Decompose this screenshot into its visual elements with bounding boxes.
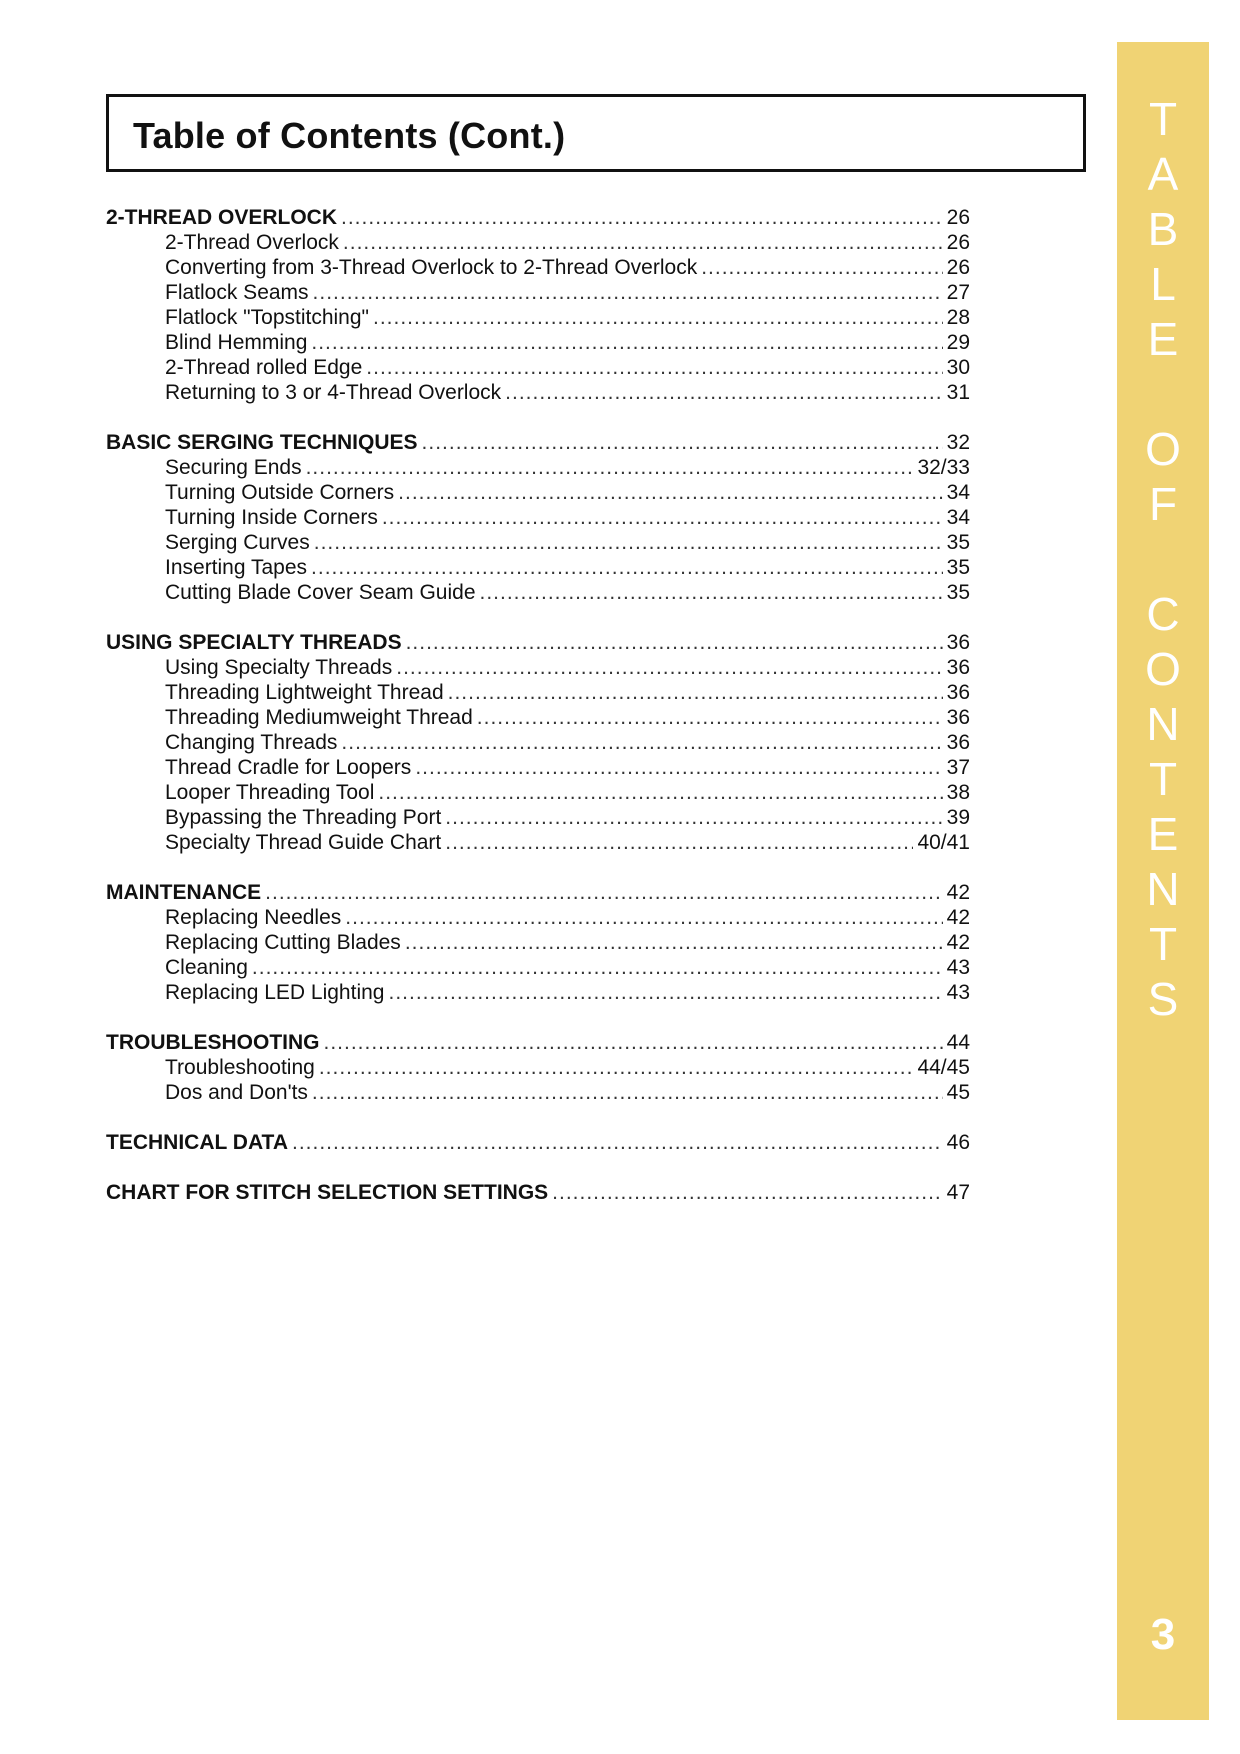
toc-entry-page: 30 bbox=[946, 356, 970, 379]
toc-entry-page: 26 bbox=[946, 231, 970, 254]
toc-section bbox=[106, 205, 970, 405]
toc-section-heading-page: 46 bbox=[946, 1131, 970, 1154]
toc-entry[interactable] bbox=[106, 805, 970, 830]
toc-entry[interactable] bbox=[106, 380, 970, 405]
toc-entry[interactable] bbox=[106, 655, 970, 680]
toc-entry[interactable] bbox=[106, 830, 970, 855]
toc-section-heading[interactable] bbox=[106, 880, 970, 905]
toc-entry[interactable] bbox=[106, 955, 970, 980]
toc-section-heading-page: 32 bbox=[946, 431, 970, 454]
toc-entry[interactable] bbox=[106, 580, 970, 605]
dot-leader bbox=[480, 580, 943, 605]
toc-section-heading-page: 36 bbox=[946, 631, 970, 654]
dot-leader bbox=[388, 980, 942, 1005]
toc-section-heading-label: MAINTENANCE bbox=[106, 881, 262, 904]
toc-entry-label: Threading Lightweight Thread bbox=[165, 681, 444, 704]
toc-entry-page: 42 bbox=[946, 906, 970, 929]
toc-entry-label: Inserting Tapes bbox=[165, 556, 308, 579]
dot-leader bbox=[314, 530, 943, 555]
sidebar-letter: E bbox=[1147, 313, 1179, 365]
toc-section-heading-label: CHART FOR STITCH SELECTION SETTINGS bbox=[106, 1181, 549, 1204]
toc-entry-page: 36 bbox=[946, 731, 970, 754]
toc-entry-page: 36 bbox=[946, 706, 970, 729]
toc-entry-page: 37 bbox=[946, 756, 970, 779]
toc-section bbox=[106, 630, 970, 855]
toc-entry[interactable] bbox=[106, 680, 970, 705]
sidebar-letter: E bbox=[1147, 808, 1179, 860]
toc-section-heading-label: 2-THREAD OVERLOCK bbox=[106, 206, 338, 229]
toc-entry-page: 34 bbox=[946, 481, 970, 504]
dot-leader bbox=[398, 480, 942, 505]
toc-entry-page: 26 bbox=[946, 256, 970, 279]
toc-section-heading[interactable] bbox=[106, 1130, 970, 1155]
toc-entry-page: 35 bbox=[946, 531, 970, 554]
sidebar-letter: T bbox=[1148, 753, 1178, 805]
toc-entry-label: Troubleshooting bbox=[165, 1056, 315, 1079]
toc-entry-page: 43 bbox=[946, 981, 970, 1004]
dot-leader bbox=[415, 755, 942, 780]
dot-leader bbox=[292, 1130, 943, 1155]
toc-section bbox=[106, 1030, 970, 1105]
toc-entry[interactable] bbox=[106, 780, 970, 805]
toc-section-heading[interactable] bbox=[106, 1180, 970, 1205]
toc-entry-label: Thread Cradle for Loopers bbox=[165, 756, 412, 779]
sidebar-letter: S bbox=[1147, 973, 1179, 1025]
toc-section bbox=[106, 880, 970, 1005]
sidebar-page-number: 3 bbox=[1150, 1610, 1176, 1659]
toc-entry[interactable] bbox=[106, 455, 970, 480]
toc-entry[interactable] bbox=[106, 355, 970, 380]
toc-entry[interactable] bbox=[106, 255, 970, 280]
toc-section bbox=[106, 430, 970, 605]
toc-entry-page: 32/33 bbox=[917, 456, 970, 479]
toc-entry-label: Dos and Don'ts bbox=[165, 1081, 308, 1104]
toc-entry-page: 31 bbox=[946, 381, 970, 404]
title-box bbox=[106, 94, 1086, 172]
toc-entry-label: Flatlock Seams bbox=[165, 281, 309, 304]
dot-leader bbox=[378, 780, 942, 805]
toc-section-heading-label: USING SPECIALTY THREADS bbox=[106, 631, 402, 654]
toc-entry-label: 2-Thread Overlock bbox=[165, 231, 339, 254]
dot-leader bbox=[448, 680, 943, 705]
toc-entry[interactable] bbox=[106, 980, 970, 1005]
toc-entry-label: Replacing Needles bbox=[165, 906, 342, 929]
toc-section-heading-page: 42 bbox=[946, 881, 970, 904]
table-of-contents bbox=[106, 205, 970, 1230]
toc-entry-label: Threading Mediumweight Thread bbox=[165, 706, 473, 729]
dot-leader bbox=[373, 305, 943, 330]
toc-entry[interactable] bbox=[106, 505, 970, 530]
toc-entry[interactable] bbox=[106, 730, 970, 755]
toc-entry-label: 2-Thread rolled Edge bbox=[165, 356, 363, 379]
toc-entry-page: 35 bbox=[946, 581, 970, 604]
toc-entry-page: 43 bbox=[946, 956, 970, 979]
toc-entry[interactable] bbox=[106, 280, 970, 305]
dot-leader bbox=[343, 230, 943, 255]
toc-entry[interactable] bbox=[106, 480, 970, 505]
toc-entry-label: Securing Ends bbox=[165, 456, 302, 479]
toc-section-heading-label: BASIC SERGING TECHNIQUES bbox=[106, 431, 418, 454]
toc-entry-page: 35 bbox=[946, 556, 970, 579]
toc-section-heading[interactable] bbox=[106, 1030, 970, 1055]
toc-entry-label: Turning Inside Corners bbox=[165, 506, 378, 529]
dot-leader bbox=[422, 430, 943, 455]
toc-entry-label: Cutting Blade Cover Seam Guide bbox=[165, 581, 476, 604]
toc-entry-page: 45 bbox=[946, 1081, 970, 1104]
sidebar-letter: F bbox=[1148, 478, 1178, 530]
toc-entry[interactable] bbox=[106, 530, 970, 555]
toc-section-heading[interactable] bbox=[106, 430, 970, 455]
dot-leader bbox=[552, 1180, 942, 1205]
toc-entry-label: Returning to 3 or 4-Thread Overlock bbox=[165, 381, 502, 404]
dot-leader bbox=[396, 655, 942, 680]
sidebar-vertical-title bbox=[1117, 92, 1209, 1027]
dot-leader bbox=[312, 1080, 943, 1105]
toc-entry[interactable] bbox=[106, 755, 970, 780]
toc-entry-page: 28 bbox=[946, 306, 970, 329]
toc-entry-label: Flatlock "Topstitching" bbox=[165, 306, 369, 329]
toc-entry[interactable] bbox=[106, 330, 970, 355]
dot-leader bbox=[341, 730, 942, 755]
toc-entry-page: 36 bbox=[946, 681, 970, 704]
toc-entry-label: Bypassing the Threading Port bbox=[165, 806, 442, 829]
sidebar-letter: O bbox=[1145, 643, 1181, 695]
dot-leader bbox=[306, 455, 914, 480]
dot-leader bbox=[313, 280, 943, 305]
dot-leader bbox=[701, 255, 942, 280]
dot-leader bbox=[477, 705, 943, 730]
dot-leader bbox=[405, 930, 943, 955]
dot-leader bbox=[311, 330, 942, 355]
toc-entry-label: Cleaning bbox=[165, 956, 248, 979]
dot-leader bbox=[265, 880, 942, 905]
sidebar-letter: A bbox=[1147, 148, 1179, 200]
toc-entry-label: Using Specialty Threads bbox=[165, 656, 393, 679]
toc-entry-page: 27 bbox=[946, 281, 970, 304]
toc-section-heading-label: TECHNICAL DATA bbox=[106, 1131, 288, 1154]
toc-section-heading[interactable] bbox=[106, 205, 970, 230]
toc-entry[interactable] bbox=[106, 1055, 970, 1080]
toc-entry-label: Replacing LED Lighting bbox=[165, 981, 385, 1004]
toc-entry-label: Blind Hemming bbox=[165, 331, 308, 354]
toc-section-heading-page: 47 bbox=[946, 1181, 970, 1204]
toc-entry-page: 38 bbox=[946, 781, 970, 804]
toc-entry-page: 42 bbox=[946, 931, 970, 954]
toc-entry-label: Looper Threading Tool bbox=[165, 781, 375, 804]
sidebar-letter: B bbox=[1147, 203, 1179, 255]
dot-leader bbox=[445, 830, 913, 855]
dot-leader bbox=[341, 205, 943, 230]
toc-entry[interactable] bbox=[106, 230, 970, 255]
toc-entry-label: Converting from 3-Thread Overlock to 2-Thread Overlock bbox=[165, 256, 698, 279]
toc-entry[interactable] bbox=[106, 305, 970, 330]
dot-leader bbox=[406, 630, 943, 655]
toc-entry-label: Serging Curves bbox=[165, 531, 310, 554]
toc-entry-page: 29 bbox=[946, 331, 970, 354]
toc-entry-page: 40/41 bbox=[917, 831, 970, 854]
sidebar-letter: C bbox=[1146, 588, 1180, 640]
dot-leader bbox=[252, 955, 943, 980]
sidebar-letter: N bbox=[1146, 863, 1180, 915]
dot-leader bbox=[311, 555, 943, 580]
sidebar-letter: O bbox=[1145, 423, 1181, 475]
dot-leader bbox=[366, 355, 942, 380]
toc-entry[interactable] bbox=[106, 1080, 970, 1105]
sidebar-letter: T bbox=[1148, 93, 1178, 145]
dot-leader bbox=[345, 905, 942, 930]
toc-entry[interactable] bbox=[106, 905, 970, 930]
dot-leader bbox=[382, 505, 943, 530]
toc-entry-label: Specialty Thread Guide Chart bbox=[165, 831, 442, 854]
dot-leader bbox=[445, 805, 942, 830]
sidebar-letter: L bbox=[1150, 258, 1176, 310]
toc-entry-page: 39 bbox=[946, 806, 970, 829]
sidebar-letter: T bbox=[1148, 918, 1178, 970]
toc-section-heading-page: 44 bbox=[946, 1031, 970, 1054]
toc-section bbox=[106, 1130, 970, 1155]
toc-entry-label: Turning Outside Corners bbox=[165, 481, 395, 504]
toc-entry-page: 34 bbox=[946, 506, 970, 529]
page-title: Table of Contents (Cont.) bbox=[133, 115, 566, 156]
dot-leader bbox=[319, 1055, 914, 1080]
toc-entry-page: 36 bbox=[946, 656, 970, 679]
toc-entry-page: 44/45 bbox=[917, 1056, 970, 1079]
toc-entry[interactable] bbox=[106, 555, 970, 580]
sidebar-tab bbox=[1117, 42, 1209, 1720]
toc-section-heading-label: TROUBLESHOOTING bbox=[106, 1031, 320, 1054]
sidebar-letter: N bbox=[1146, 698, 1180, 750]
dot-leader bbox=[505, 380, 942, 405]
toc-section-heading-page: 26 bbox=[946, 206, 970, 229]
toc-entry[interactable] bbox=[106, 705, 970, 730]
toc-section bbox=[106, 1180, 970, 1205]
toc-entry-label: Replacing Cutting Blades bbox=[165, 931, 401, 954]
toc-entry[interactable] bbox=[106, 930, 970, 955]
toc-section-heading[interactable] bbox=[106, 630, 970, 655]
dot-leader bbox=[324, 1030, 943, 1055]
toc-entry-label: Changing Threads bbox=[165, 731, 338, 754]
